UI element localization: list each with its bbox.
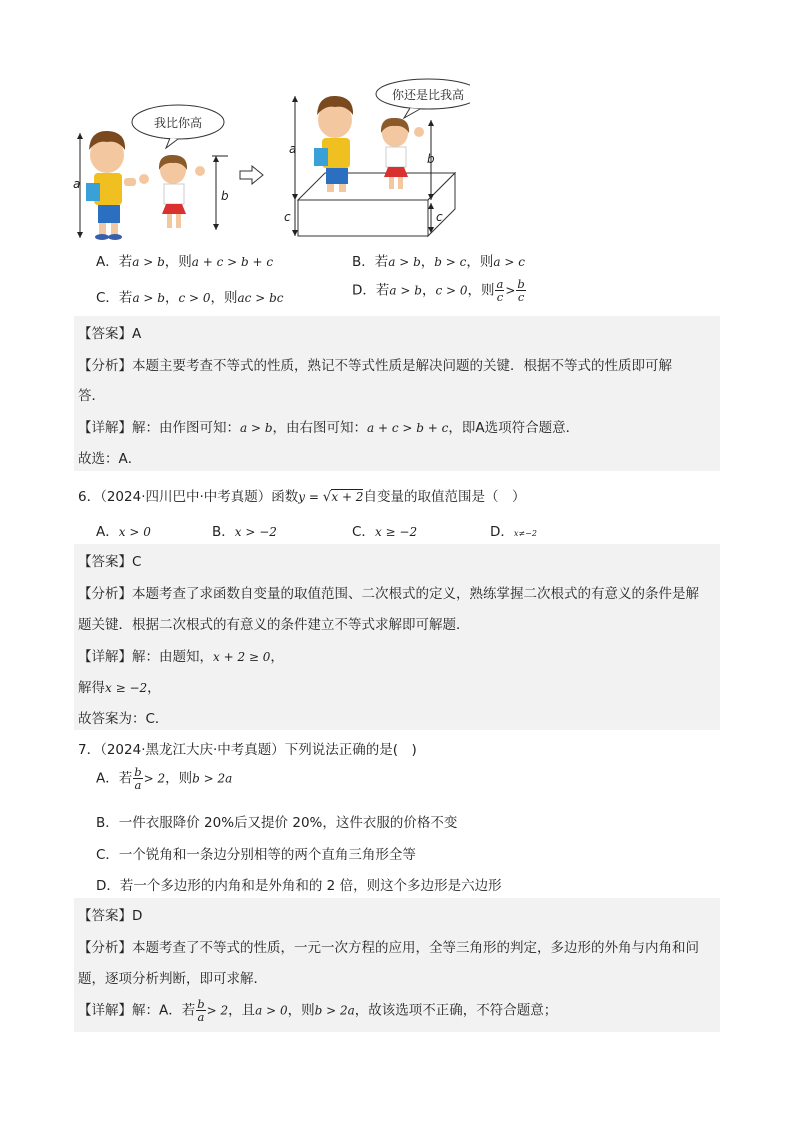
q7-stem: 7．（2024·黑龙江大庆·中考真题）下列说法正确的是( ) <box>78 742 417 758</box>
q5-option-b: B．若a > b，b > c，则a > c <box>352 254 525 270</box>
q5-choose: 故选：A． <box>78 451 142 467</box>
label-b-left: b <box>221 189 229 203</box>
q5-detail: 【详解】解：由作图可知：a > b，由右图可知：a + c > b + c，即A选项符合题意． <box>78 420 580 436</box>
q5-option-d: D．若a > b，c > 0，则 $\frac{a}{c}$ > $\frac{b}{c}$ <box>352 277 525 304</box>
q7-analysis-line-1: 【分析】本题考查了不等式的性质，一元一次方程的应用，全等三角形的判定，多边形的外角与内角和问 <box>78 940 699 956</box>
boy-left-figure <box>86 131 149 240</box>
label-a-left: a <box>73 177 81 191</box>
right-arrow-icon <box>240 166 263 184</box>
q5-option-c: C．若a > b，c > 0，则ac > bc <box>96 290 284 306</box>
q5-analysis-line-2: 答． <box>78 388 105 404</box>
girl-left-figure <box>159 155 205 228</box>
q5-option-a: A．若a > b，则a + c > b + c <box>96 254 274 270</box>
q7-answer: 【答案】D <box>78 908 143 924</box>
q7-option-a: A．若 $\frac{b}{a}$ > 2，则b > 2a <box>96 765 233 792</box>
label-a-right: a <box>289 142 297 156</box>
q5-analysis-line-1: 【分析】本题主要考查不等式的性质，熟记不等式性质是解决问题的关键．根据不等式的性质即可解 <box>78 358 672 374</box>
q6-option-c: C．x ≥ −2 <box>352 524 418 540</box>
q6-answer: 【答案】C <box>78 554 142 570</box>
q5-solution-block <box>74 316 720 471</box>
q7-option-b: B．一件衣服降价 20%后又提价 20%，这件衣服的价格不变 <box>96 815 458 831</box>
inequality-illustration <box>70 78 470 243</box>
q7-option-d: D．若一个多边形的内角和是外角和的 2 倍，则这个多边形是六边形 <box>96 878 502 894</box>
fraction-b-over-a: $\frac{b}{a}$ <box>134 765 142 792</box>
q7-analysis-line-2: 题，逐项分析判断，即可求解． <box>78 971 267 987</box>
fraction-b-over-c: $\frac{b}{c}$ <box>517 277 525 304</box>
q6-final: 故答案为：C． <box>78 711 169 727</box>
q6-solution-block <box>74 544 720 730</box>
label-c-right: c <box>284 210 291 224</box>
sqrt-symbol: √ <box>322 489 332 505</box>
bubble-left-text: 我比你高 <box>153 116 203 130</box>
q6-detail: 【详解】解：由题知，x + 2 ≥ 0， <box>78 649 284 665</box>
bubble-right-text: 你还是比我高 <box>391 88 465 102</box>
q6-analysis-line-2: 题关键．根据二次根式的有意义的条件建立不等式求解即可解题． <box>78 617 470 633</box>
q6-option-a: A．x > 0 <box>96 524 151 540</box>
q7-option-c: C．一个锐角和一条边分别相等的两个直角三角形全等 <box>96 847 416 863</box>
q5-answer: 【答案】A <box>78 326 142 342</box>
q6-analysis-line-1: 【分析】本题考查了求函数自变量的取值范围、二次根式的定义，熟练掌握二次根式的有意义的条件是解 <box>78 586 699 602</box>
q6-solve: 解得x ≥ −2， <box>78 680 161 696</box>
label-b-right: b <box>427 152 435 166</box>
fraction-a-over-c: $\frac{a}{c}$ <box>496 277 504 304</box>
label-c-left: c <box>436 210 443 224</box>
q6-option-d: D．x≠−2 <box>490 524 537 540</box>
fraction-b-over-a-detail: $\frac{b}{a}$ <box>197 997 205 1024</box>
q7-detail: 【详解】解：A．若 $\frac{b}{a}$ > 2，且a > 0，则b > 2a，故该选项不正确，不符合题意； <box>78 997 558 1024</box>
q6-option-b: B．x > −2 <box>212 524 277 540</box>
q6-stem: 6．（2024·四川巴中·中考真题）函数y = √x + 2自变量的取值范围是（ ） <box>78 489 526 505</box>
